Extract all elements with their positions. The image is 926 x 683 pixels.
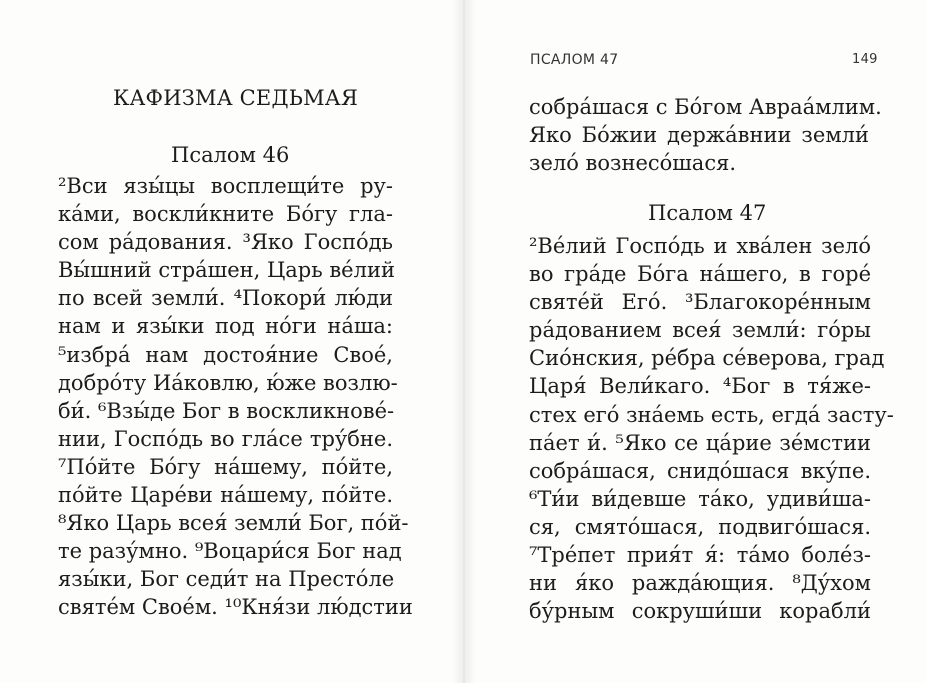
psalm-46-continuation bbox=[529, 93, 882, 177]
text-line: би́. ⁶Взы́де Бог в воскликнове́- bbox=[58, 398, 395, 423]
text-line: нам и язы́ки под но́ги на́ша: bbox=[58, 314, 393, 339]
text-line: собра́шася, снидо́шася вку́пе. bbox=[529, 458, 871, 483]
text-line: Царя́ Вели́каго. ⁴Бог в тя́же- bbox=[529, 374, 871, 399]
text-line: ⁶Ти́и ви́девше та́ко, удиви́ша- bbox=[529, 486, 871, 511]
psalm-47-text bbox=[529, 232, 894, 625]
text-line: по всей земли́. ⁴Покори́ лю́ди bbox=[58, 286, 393, 311]
text-line: добро́ту Иа́ковлю, ю́же возлю- bbox=[58, 370, 398, 395]
text-line: ра́дованием всея́ земли́: го́ры bbox=[529, 318, 871, 343]
book-gutter bbox=[452, 0, 476, 683]
text-line: язы́ки, Бог седи́т на Престо́ле bbox=[58, 567, 395, 592]
text-line: Яко Бо́жии держа́внии земли́ bbox=[529, 123, 869, 148]
text-line: ка́ми, воскли́кните Бо́гу гла- bbox=[58, 202, 393, 227]
text-line: собра́шася с Бо́гом Авраа́млим. bbox=[529, 95, 882, 119]
text-line: Сио́нския, ре́бра се́верова, град bbox=[529, 346, 885, 371]
text-line: стех его́ зна́емь есть, егда́ засту- bbox=[529, 402, 894, 427]
text-line: ⁷По́йте Бо́гу на́шему, по́йте, bbox=[58, 454, 393, 479]
text-line: ²Ве́лий Госпо́дь и хва́лен зело́ bbox=[529, 234, 871, 258]
text-line: Вы́шний стра́шен, Царь ве́лий bbox=[58, 258, 395, 283]
text-line: по́йте Царе́ви на́шему, по́йте. bbox=[58, 483, 393, 508]
running-head-title: ПСАЛОМ 47 bbox=[530, 52, 619, 68]
text-line: ⁷Тре́пет прия́т я́: та́мо боле́з- bbox=[529, 543, 871, 568]
kathisma-title: КАФИЗМА СЕДЬМАЯ bbox=[113, 86, 359, 110]
text-line: ⁵избра́ нам достоя́ние Свое́, bbox=[58, 342, 393, 367]
text-line: зело́ вознесо́шася. bbox=[529, 151, 737, 176]
psalm-46-title: Псалом 46 bbox=[171, 143, 290, 167]
text-line: сом ра́дования. ³Яко Госпо́дь bbox=[58, 230, 393, 255]
psalm-46-text bbox=[58, 172, 413, 622]
text-line: нии, Госпо́дь во гла́се тру́бне. bbox=[58, 426, 393, 451]
text-line: те разу́мно. ⁹Воцари́ся Бог над bbox=[58, 539, 402, 564]
text-line: ся, смято́шася, подвиго́шася. bbox=[529, 514, 871, 539]
psalm-47-title: Псалом 47 bbox=[648, 201, 767, 225]
text-line: па́ет и́. ⁵Яко се ца́рие зе́мстии bbox=[529, 430, 871, 455]
text-line: ни я́ко ражда́ющия. ⁸Ду́хом bbox=[529, 571, 871, 596]
text-line: ²Вси язы́цы восплещи́те ру- bbox=[58, 174, 393, 198]
text-line: святе́й Его́. ³Благокоре́нным bbox=[529, 290, 871, 315]
text-line: во гра́де Бо́га на́шего, в горе́ bbox=[529, 262, 871, 287]
text-line: святе́м Свое́м. ¹⁰Кня́зи лю́дстии bbox=[58, 595, 413, 620]
page-number: 149 bbox=[852, 52, 878, 67]
text-line: бу́рным сокруши́ши корабли́ bbox=[529, 599, 871, 624]
text-line: ⁸Яко Царь всея́ земли́ Бог, по́й- bbox=[58, 511, 409, 536]
